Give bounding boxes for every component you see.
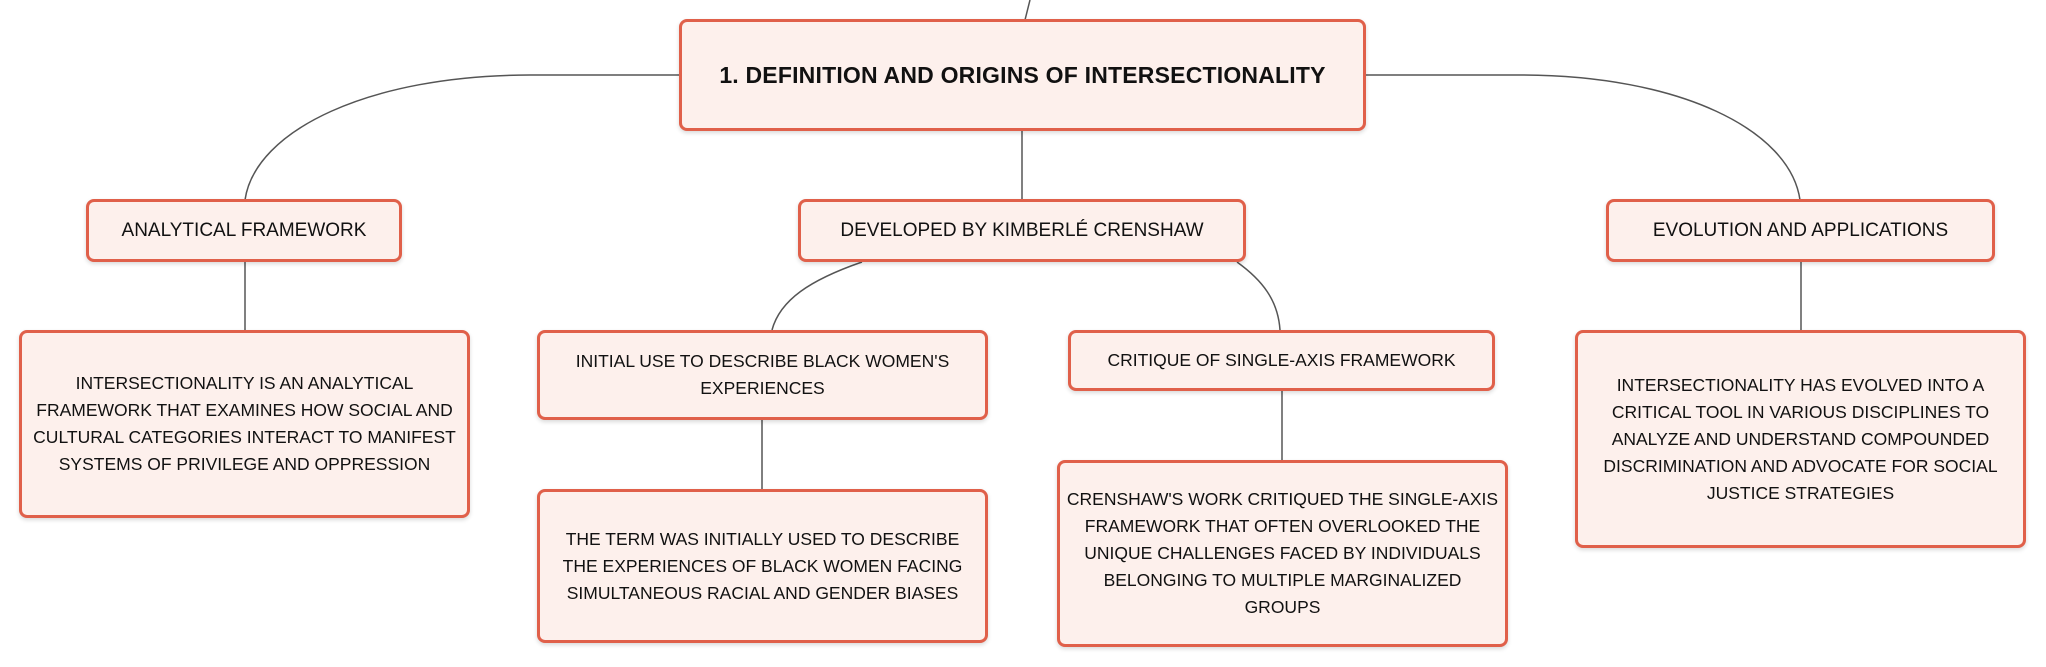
detail-critique-single-axis-text: CRENSHAW'S WORK CRITIQUED THE SINGLE-AXIS FRAMEWORK THAT OFTEN OVERLOOKED THE UNIQUE CHALLENGES FACED BY INDIVIDUALS BELONGING TO MULTIPLE MARGINALIZED GROUPS xyxy=(1066,489,1499,617)
connector-parent-to-root xyxy=(1025,0,1030,20)
detail-analytical-framework[interactable] xyxy=(19,330,470,518)
branch-evolution-and-applications[interactable] xyxy=(1606,199,1995,262)
root-topic-label: 1. DEFINITION AND ORIGINS OF INTERSECTIONALITY xyxy=(719,61,1326,88)
detail-initial-use-text: THE TERM WAS INITIALLY USED TO DESCRIBE THE EXPERIENCES OF BLACK WOMEN FACING SIMULTANEOUS RACIAL AND GENDER BIASES xyxy=(562,528,963,603)
detail-initial-use[interactable] xyxy=(537,489,988,643)
connector-crenshaw-to-initial-use xyxy=(772,262,862,330)
branch-developed-by-crenshaw[interactable] xyxy=(798,199,1246,262)
branch-developed-by-crenshaw-label: DEVELOPED BY KIMBERLÉ CRENSHAW xyxy=(840,219,1204,241)
branch-evolution-and-applications-label: EVOLUTION AND APPLICATIONS xyxy=(1652,219,1949,241)
connector-root-to-evolution-and-applications xyxy=(1366,75,1800,200)
detail-evolution-and-applications-text: INTERSECTIONALITY HAS EVOLVED INTO A CRITICAL TOOL IN VARIOUS DISCIPLINES TO ANALYZE AND UNDERSTAND COMPOUNDED DISCRIMINATION AND ADVOCATE FOR SOCIAL JUSTICE STRATEGIES xyxy=(1603,374,1998,503)
subtopic-initial-use[interactable] xyxy=(537,330,988,420)
subtopic-critique-single-axis-label: CRITIQUE OF SINGLE-AXIS FRAMEWORK xyxy=(1107,350,1456,370)
detail-evolution-and-applications[interactable] xyxy=(1575,330,2026,548)
connector-root-to-analytical-framework xyxy=(245,75,680,200)
detail-analytical-framework-text: INTERSECTIONALITY IS AN ANALYTICAL FRAMEWORK THAT EXAMINES HOW SOCIAL AND CULTURAL CATEGORIES INTERACT TO MANIFEST SYSTEMS OF PRIVILEGE AND OPPRESSION xyxy=(33,373,456,474)
branch-analytical-framework-label: ANALYTICAL FRAMEWORK xyxy=(121,219,367,241)
connector-crenshaw-to-critique xyxy=(1237,262,1280,330)
subtopic-initial-use-label: INITIAL USE TO DESCRIBE BLACK WOMEN'S EXPERIENCES xyxy=(575,351,950,398)
root-topic-node[interactable] xyxy=(679,19,1366,131)
detail-critique-single-axis[interactable] xyxy=(1057,460,1508,647)
subtopic-critique-single-axis[interactable] xyxy=(1068,330,1495,391)
branch-analytical-framework[interactable] xyxy=(86,199,402,262)
